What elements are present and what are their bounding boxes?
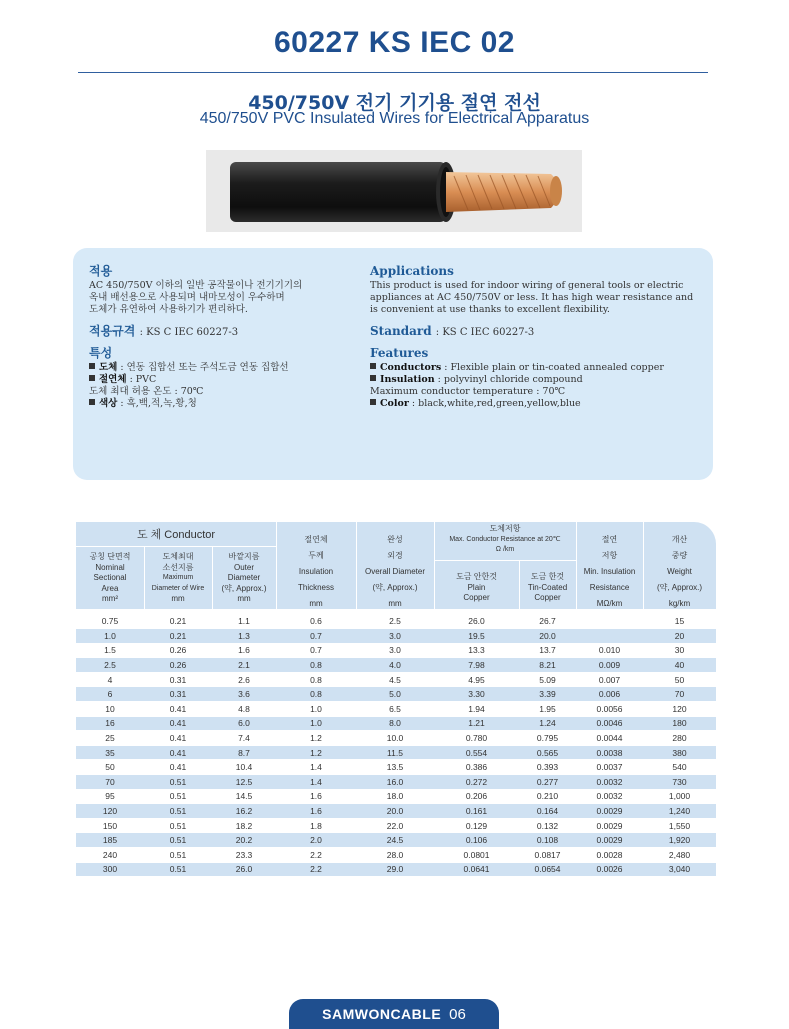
standard-value-en: : KS C IEC 60227-3 bbox=[435, 327, 535, 338]
table-cell: 1.1 bbox=[238, 616, 250, 627]
table-cell: 120 bbox=[76, 804, 144, 819]
table-cell: 1,550 bbox=[668, 820, 691, 831]
spec-table bbox=[76, 522, 716, 877]
table-cell bbox=[576, 614, 643, 629]
table-cell: 1.6 bbox=[276, 804, 356, 819]
table-cell: 3.0 bbox=[389, 645, 401, 656]
table-cell: 0.7 bbox=[276, 629, 356, 644]
table-row bbox=[76, 848, 716, 863]
table-cell: 0.206 bbox=[465, 791, 488, 802]
table-cell: 16 bbox=[76, 716, 144, 731]
table-row bbox=[76, 672, 716, 687]
table-cell: 0.006 bbox=[576, 687, 643, 702]
table-cell: 0.0029 bbox=[576, 804, 643, 819]
table-cell: 26.0 bbox=[212, 862, 276, 877]
table-cell: 19.5 bbox=[434, 629, 519, 644]
table-cell: 2.2 bbox=[310, 849, 322, 860]
table-cell: 380 bbox=[643, 745, 716, 760]
table-cell: 29.0 bbox=[356, 862, 434, 877]
standard-value-ko: : KS C IEC 60227-3 bbox=[139, 327, 239, 338]
product-info-panel bbox=[73, 248, 713, 480]
feature-insulation-ko: 절연체 : PVC bbox=[89, 374, 371, 386]
table-cell: 0.51 bbox=[144, 804, 212, 819]
feature-insulation-en: Insulation : polyvinyl chloride compound bbox=[370, 374, 700, 386]
table-row bbox=[76, 687, 716, 702]
table-cell: 2,480 bbox=[668, 849, 691, 860]
table-cell: 0.108 bbox=[519, 833, 576, 848]
table-cell: 2.0 bbox=[276, 833, 356, 848]
spec-table-header bbox=[76, 522, 716, 609]
table-cell: 16.0 bbox=[356, 775, 434, 790]
table-cell: 23.3 bbox=[235, 849, 253, 860]
table-cell: 0.210 bbox=[536, 791, 559, 802]
table-cell: 3,040 bbox=[643, 862, 716, 877]
table-cell: 0.51 bbox=[144, 775, 212, 790]
feature-temperature-en: Maximum conductor temperature : 70℃ bbox=[370, 386, 566, 397]
table-cell: 25 bbox=[105, 733, 115, 744]
table-cell: 0.41 bbox=[169, 733, 187, 744]
table-cell: 70 bbox=[76, 775, 144, 790]
table-cell: 1.24 bbox=[519, 716, 576, 731]
table-cell: 20.0 bbox=[356, 804, 434, 819]
table-row bbox=[76, 804, 716, 819]
table-cell: 0.51 bbox=[144, 862, 212, 877]
table-row bbox=[76, 702, 716, 717]
col-overall-diameter-header: 완성 외경 Overall Diameter (약, Approx.) mm bbox=[364, 535, 425, 608]
feature-conductor-en: Conductors : Flexible plain or tin-coated annealed copper bbox=[370, 362, 700, 374]
table-cell: 10 bbox=[105, 703, 115, 714]
table-cell: 0.007 bbox=[598, 674, 621, 685]
table-cell: 20.2 bbox=[212, 833, 276, 848]
table-cell: 1.0 bbox=[276, 716, 356, 731]
table-cell: 1.0 bbox=[76, 629, 144, 644]
page-title: 60227 KS IEC 02 bbox=[274, 26, 515, 59]
standard-heading-ko bbox=[89, 322, 371, 342]
table-cell: 7.4 bbox=[238, 733, 250, 744]
table-cell: 10.0 bbox=[386, 733, 404, 744]
table-cell: 35 bbox=[76, 745, 144, 760]
table-row bbox=[76, 643, 716, 658]
table-cell: 18.2 bbox=[235, 820, 253, 831]
table-cell: 0.8 bbox=[310, 674, 322, 685]
col-area-header: 공칭 단면적 Nominal Sectional Area mm² bbox=[89, 552, 131, 603]
standard-heading-en bbox=[370, 322, 700, 342]
table-cell: 185 bbox=[76, 833, 144, 848]
table-cell: 1.95 bbox=[539, 703, 556, 714]
table-cell: 20.0 bbox=[519, 629, 576, 644]
table-cell: 0.41 bbox=[169, 762, 187, 773]
features-heading-ko: 특성 bbox=[89, 346, 113, 360]
applications-text-ko: AC 450/750V 이하의 일반 공작물이나 전기기기의 옥내 배선용으로 사용되며 내마모성이 우수하며 도체가 유연하여 사용하기가 편리하다. bbox=[89, 280, 303, 315]
subtitle-korean: 450/750V 전기 기기용 절연 전선 bbox=[248, 92, 541, 114]
col-tin-copper-header: 도금 한것 Tin-Coated Copper bbox=[527, 572, 568, 602]
table-cell: 7.98 bbox=[434, 658, 519, 673]
table-cell: 0.010 bbox=[598, 645, 621, 656]
table-cell: 0.0029 bbox=[576, 833, 643, 848]
table-cell: 1,000 bbox=[668, 791, 691, 802]
table-cell: 8.21 bbox=[519, 658, 576, 673]
table-cell: 4 bbox=[107, 674, 113, 685]
conductor-group-header: 도 체 Conductor bbox=[136, 529, 216, 541]
table-cell: 6.0 bbox=[212, 716, 276, 731]
table-cell: 540 bbox=[672, 762, 687, 773]
table-cell: 0.7 bbox=[310, 645, 322, 656]
feature-color-en: Color : black,white,red,green,yellow,blue bbox=[370, 398, 700, 410]
table-row bbox=[76, 760, 716, 775]
table-cell: 0.8 bbox=[276, 658, 356, 673]
table-cell: 0.554 bbox=[434, 745, 519, 760]
feature-color-ko: 색상 : 흑,백,적,녹,황,청 bbox=[89, 398, 371, 410]
table-cell: 3.6 bbox=[212, 687, 276, 702]
table-cell: 180 bbox=[643, 716, 716, 731]
table-cell: 0.277 bbox=[519, 775, 576, 790]
table-cell: 0.0654 bbox=[519, 862, 576, 877]
table-cell: 1,920 bbox=[643, 833, 716, 848]
col-plain-copper-header: 도금 안한것 Plain Copper bbox=[456, 572, 497, 602]
table-cell: 13.5 bbox=[386, 762, 404, 773]
table-cell: 1.4 bbox=[276, 775, 356, 790]
table-row bbox=[76, 745, 716, 760]
applications-text-en: This product is used for indoor wiring of general tools or electric appliances at AC 450/750V or less. It has high wear resistance and is convenient at use thanks to excellent flexibility. bbox=[370, 280, 694, 315]
table-row bbox=[76, 833, 716, 848]
table-cell: 4.95 bbox=[468, 674, 485, 685]
table-cell: 0.795 bbox=[536, 733, 559, 744]
table-cell: 2.5 bbox=[389, 616, 401, 627]
table-cell: 150 bbox=[102, 820, 118, 831]
table-cell: 1,240 bbox=[643, 804, 716, 819]
info-korean bbox=[89, 260, 371, 410]
table-row bbox=[76, 775, 716, 790]
table-cell: 4.5 bbox=[389, 674, 401, 685]
col-conductor-resistance-header: 도체저항 Max. Conductor Resistance at 20℃ Ω /km bbox=[449, 524, 561, 553]
table-cell: 1.2 bbox=[276, 745, 356, 760]
table-cell: 13.7 bbox=[539, 645, 556, 656]
table-cell: 0.0056 bbox=[596, 703, 623, 714]
table-cell bbox=[576, 629, 643, 644]
table-row bbox=[76, 629, 716, 644]
spec-table-body bbox=[76, 614, 716, 877]
table-cell: 0.26 bbox=[169, 645, 187, 656]
table-cell: 15 bbox=[674, 616, 685, 627]
table-cell: 95 bbox=[105, 791, 115, 802]
table-cell: 0.0641 bbox=[434, 862, 519, 877]
standard-label-ko: 적용규격 bbox=[89, 324, 136, 338]
table-cell: 40 bbox=[643, 658, 716, 673]
table-cell: 0.26 bbox=[144, 658, 212, 673]
table-row bbox=[76, 789, 716, 804]
table-cell: 18.0 bbox=[386, 791, 404, 802]
table-row bbox=[76, 614, 716, 629]
table-cell: 0.0028 bbox=[596, 849, 623, 860]
table-cell: 0.0801 bbox=[463, 849, 490, 860]
table-cell: 26.0 bbox=[468, 616, 485, 627]
title-divider bbox=[78, 72, 708, 73]
table-cell: 0.164 bbox=[519, 804, 576, 819]
table-cell: 0.31 bbox=[144, 687, 212, 702]
table-cell: 0.51 bbox=[169, 820, 187, 831]
table-cell: 0.0038 bbox=[576, 745, 643, 760]
table-cell: 50 bbox=[105, 762, 115, 773]
table-cell: 30 bbox=[674, 645, 685, 656]
table-cell: 0.0032 bbox=[596, 791, 623, 802]
table-cell: 0.31 bbox=[169, 674, 187, 685]
table-cell: 2.6 bbox=[238, 674, 250, 685]
table-row bbox=[76, 731, 716, 746]
table-cell: 1.6 bbox=[238, 645, 250, 656]
table-cell: 0.132 bbox=[536, 820, 559, 831]
table-cell: 120 bbox=[672, 703, 687, 714]
table-cell: 0.386 bbox=[465, 762, 488, 773]
table-cell: 1.8 bbox=[310, 820, 322, 831]
col-insulation-thickness-header: 절연체 두께 Insulation Thickness mm bbox=[297, 535, 334, 608]
table-cell: 22.0 bbox=[386, 820, 404, 831]
info-english bbox=[370, 260, 700, 410]
table-cell: 0.21 bbox=[169, 616, 187, 627]
table-row bbox=[76, 716, 716, 731]
table-cell: 0.41 bbox=[169, 703, 187, 714]
table-cell: 8.7 bbox=[212, 745, 276, 760]
table-cell: 3.30 bbox=[434, 687, 519, 702]
table-cell: 0.272 bbox=[434, 775, 519, 790]
table-cell: 0.41 bbox=[144, 745, 212, 760]
table-cell: 14.5 bbox=[235, 791, 253, 802]
table-cell: 0.565 bbox=[519, 745, 576, 760]
col-outer-diameter-header: 바깥지름 Outer Diameter (약, Approx.) mm bbox=[221, 552, 267, 603]
table-cell: 70 bbox=[643, 687, 716, 702]
table-cell: 0.8 bbox=[276, 687, 356, 702]
table-cell: 0.6 bbox=[310, 616, 322, 627]
table-cell: 6.5 bbox=[389, 703, 401, 714]
table-cell: 0.75 bbox=[101, 616, 119, 627]
table-row bbox=[76, 658, 716, 673]
table-cell: 1.0 bbox=[310, 703, 322, 714]
table-cell: 1.6 bbox=[310, 791, 322, 802]
table-cell: 8.0 bbox=[356, 716, 434, 731]
table-cell: 10.4 bbox=[235, 762, 253, 773]
table-cell: 3.39 bbox=[519, 687, 576, 702]
table-cell: 1.5 bbox=[104, 645, 116, 656]
cable-illustration bbox=[206, 150, 582, 232]
cable-product-image bbox=[206, 150, 582, 232]
standard-label-en: Standard bbox=[370, 324, 432, 338]
col-insulation-resistance-header: 절연 저항 Min. Insulation Resistance MΩ/km bbox=[583, 535, 636, 608]
col-wire-diameter-header: 도체최대 소선지름 Maximum Diameter of Wire mm bbox=[151, 552, 205, 603]
table-cell: 16.2 bbox=[212, 804, 276, 819]
table-cell: 2.1 bbox=[212, 658, 276, 673]
table-cell: 0.106 bbox=[434, 833, 519, 848]
table-cell: 280 bbox=[672, 733, 687, 744]
table-cell: 20 bbox=[643, 629, 716, 644]
table-cell: 4.0 bbox=[356, 658, 434, 673]
applications-heading-en: Applications bbox=[370, 264, 454, 278]
table-cell: 24.5 bbox=[356, 833, 434, 848]
page-number: 06 bbox=[449, 1006, 466, 1023]
table-cell: 0.129 bbox=[465, 820, 488, 831]
table-cell: 300 bbox=[76, 862, 144, 877]
table-cell: 4.8 bbox=[238, 703, 250, 714]
table-cell: 0.51 bbox=[169, 849, 187, 860]
table-cell: 240 bbox=[102, 849, 118, 860]
feature-conductor-ko: 도체 : 연동 집합선 또는 주석도금 연동 집합선 bbox=[89, 362, 371, 374]
table-cell: 0.780 bbox=[465, 733, 488, 744]
table-cell: 0.0026 bbox=[576, 862, 643, 877]
table-cell: 28.0 bbox=[386, 849, 404, 860]
table-cell: 6 bbox=[76, 687, 144, 702]
table-row bbox=[76, 862, 716, 877]
footer-brand: SAMWONCABLE bbox=[322, 1006, 442, 1022]
table-cell: 1.21 bbox=[434, 716, 519, 731]
table-cell: 1.94 bbox=[468, 703, 485, 714]
table-cell: 13.3 bbox=[468, 645, 485, 656]
table-cell: 0.21 bbox=[144, 629, 212, 644]
table-cell: 26.7 bbox=[539, 616, 556, 627]
subtitle-english: 450/750V PVC Insulated Wires for Electrical Apparatus bbox=[199, 110, 590, 127]
table-cell: 0.0029 bbox=[596, 820, 623, 831]
table-cell: 0.41 bbox=[144, 716, 212, 731]
table-cell: 5.09 bbox=[539, 674, 556, 685]
feature-temperature-ko: 도체 최대 허용 온도 : 70℃ bbox=[89, 386, 204, 397]
table-cell: 0.009 bbox=[576, 658, 643, 673]
col-weight-header: 개산 중량 Weight (약, Approx.) kg/km bbox=[656, 535, 703, 608]
table-cell: 0.393 bbox=[536, 762, 559, 773]
table-row bbox=[76, 818, 716, 833]
table-cell: 2.5 bbox=[76, 658, 144, 673]
table-cell: 0.0037 bbox=[596, 762, 623, 773]
table-cell: 5.0 bbox=[356, 687, 434, 702]
table-cell: 0.0032 bbox=[576, 775, 643, 790]
table-cell: 50 bbox=[674, 674, 685, 685]
table-cell: 0.0817 bbox=[534, 849, 561, 860]
table-cell: 1.2 bbox=[310, 733, 322, 744]
table-cell: 3.0 bbox=[356, 629, 434, 644]
table-cell: 0.161 bbox=[434, 804, 519, 819]
table-cell: 730 bbox=[643, 775, 716, 790]
table-cell: 0.0046 bbox=[576, 716, 643, 731]
table-cell: 0.51 bbox=[169, 791, 187, 802]
applications-heading-ko: 적용 bbox=[89, 264, 113, 278]
table-cell: 0.0044 bbox=[596, 733, 623, 744]
table-cell: 0.51 bbox=[144, 833, 212, 848]
page-footer bbox=[289, 999, 499, 1029]
table-cell: 1.3 bbox=[212, 629, 276, 644]
table-cell: 12.5 bbox=[212, 775, 276, 790]
table-cell: 11.5 bbox=[356, 745, 434, 760]
table-cell: 1.4 bbox=[310, 762, 322, 773]
features-heading-en: Features bbox=[370, 346, 429, 360]
table-cell: 2.2 bbox=[276, 862, 356, 877]
